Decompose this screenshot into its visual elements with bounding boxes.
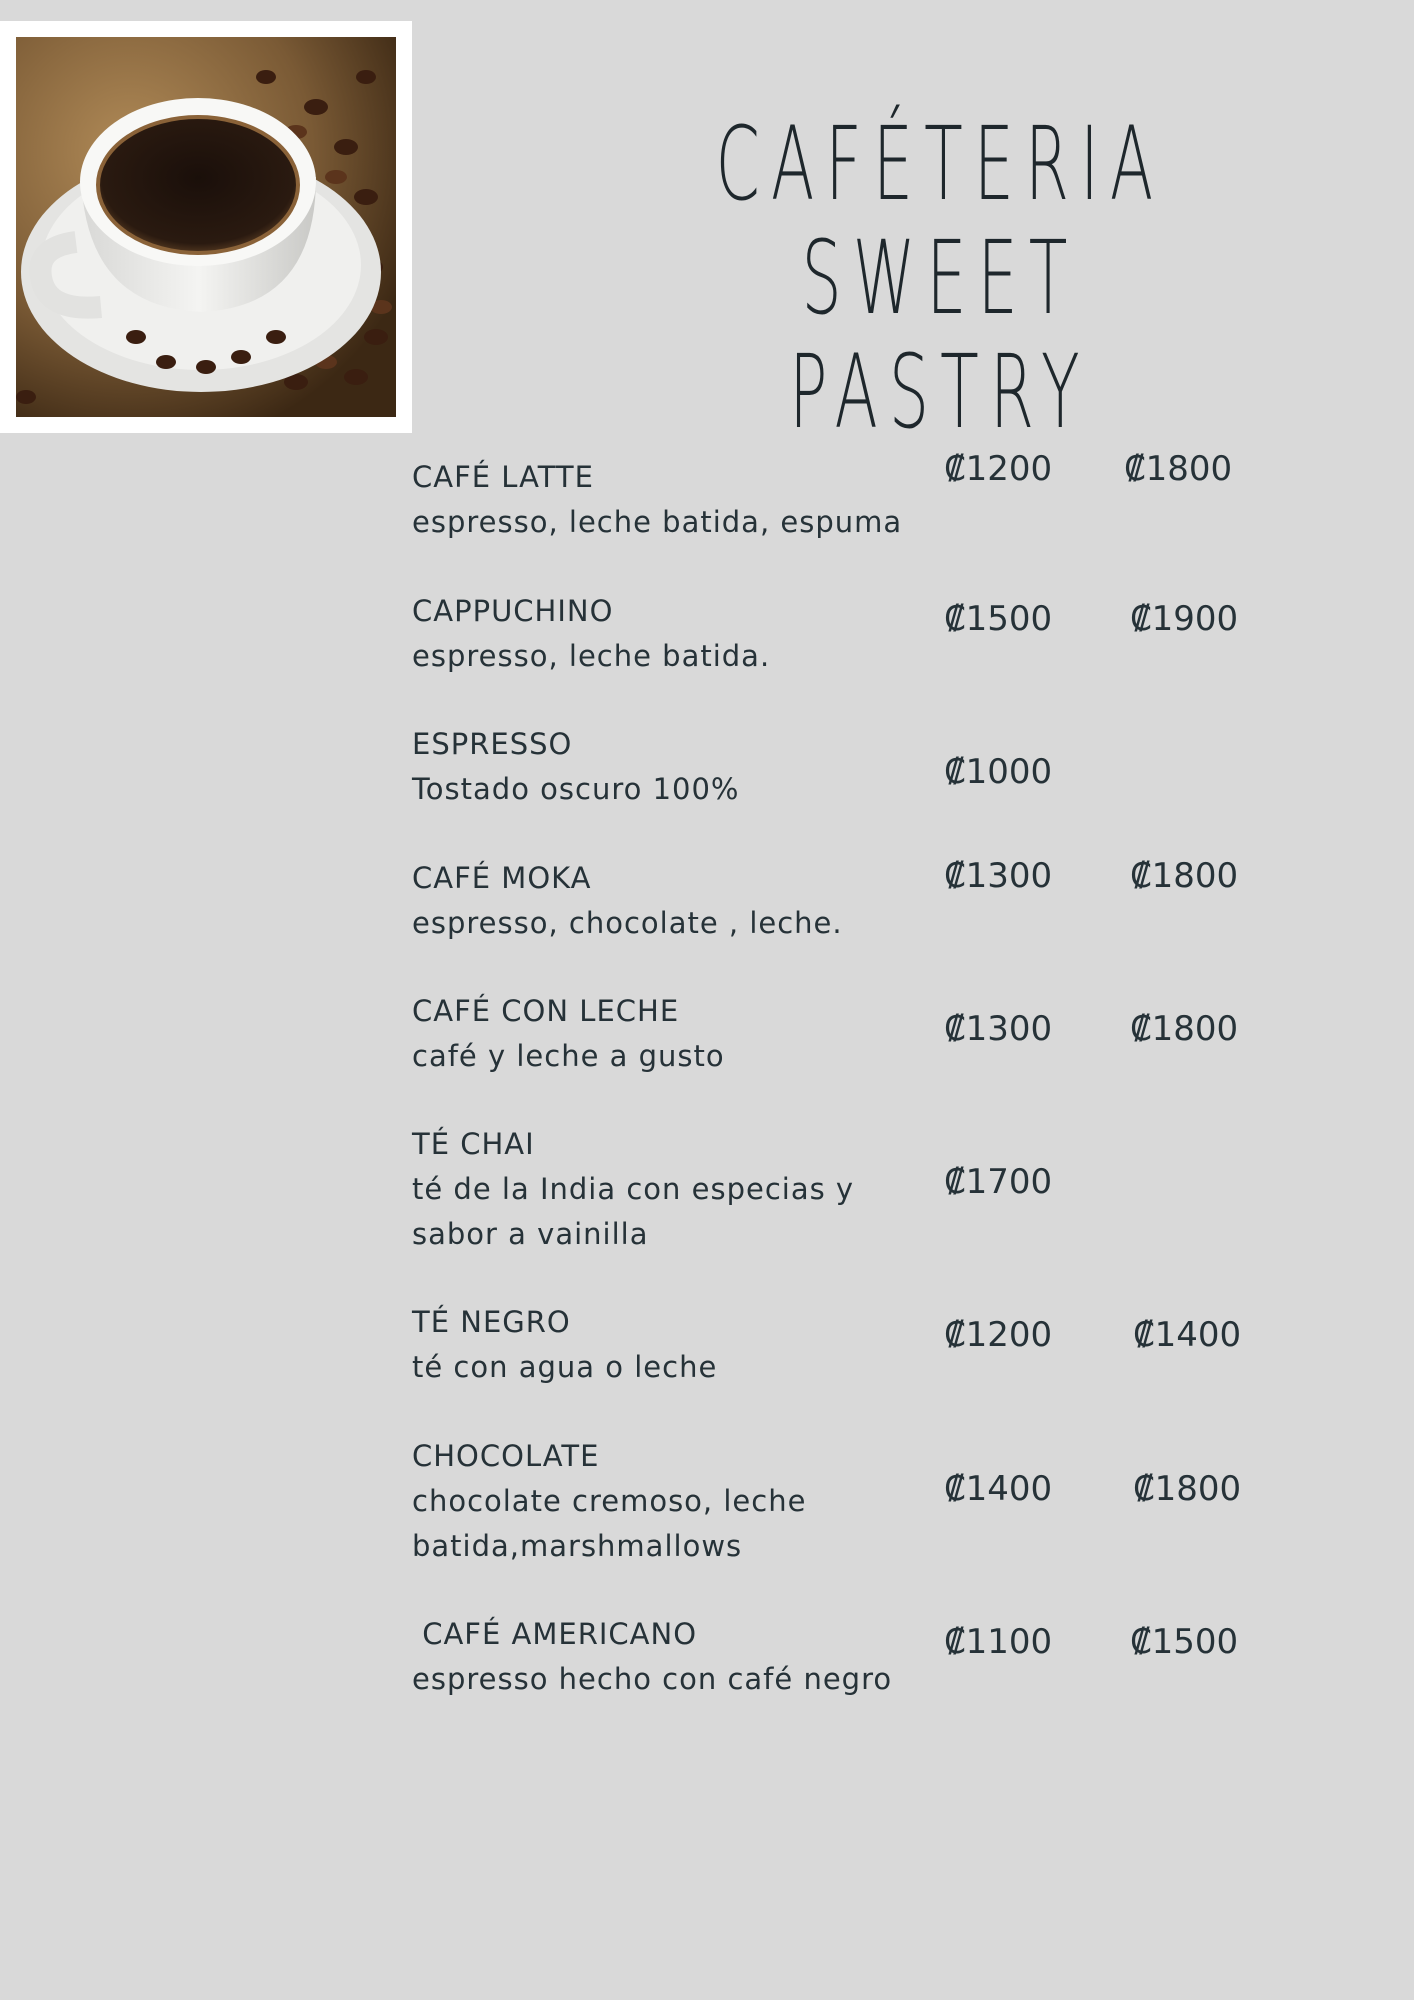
price-large: ₡1400 [1133, 1315, 1242, 1355]
price-small: ₡1500 [944, 599, 1053, 639]
menu-item-text [412, 455, 937, 545]
price-small: ₡1200 [944, 1315, 1053, 1355]
menu-item-name: CAFÉ MOKA [412, 861, 592, 895]
title-line-1: CAFÉTERIA SWEET [715, 105, 1165, 338]
menu-item-description: espresso hecho con café negro [412, 1662, 893, 1696]
price-small: ₡1300 [944, 1009, 1053, 1049]
price-small: ₡1300 [944, 856, 1053, 896]
menu-item-description: chocolate cremoso, leche batida,marshmallows [412, 1484, 807, 1563]
menu-item-name: CAFÉ LATTE [412, 460, 594, 494]
menu-item-name: TÉ NEGRO [412, 1305, 571, 1339]
menu-item-name: CAFÉ CON LECHE [412, 994, 680, 1028]
price-large: ₡1800 [1133, 1469, 1242, 1509]
menu-item-description: espresso, chocolate , leche. [412, 906, 843, 940]
price-small: ₡1200 [944, 449, 1053, 489]
price-small: ₡1400 [944, 1469, 1053, 1509]
price-large: ₡1900 [1130, 599, 1239, 639]
price-small: ₡1000 [944, 752, 1053, 792]
menu-item-text [412, 856, 937, 946]
menu-item-name: CHOCOLATE [412, 1439, 600, 1473]
menu-item-description: té con agua o leche [412, 1350, 718, 1384]
price-small: ₡1700 [944, 1162, 1053, 1202]
menu-item-description: espresso, leche batida, espuma [412, 505, 903, 539]
menu-item-text [412, 1122, 937, 1257]
title-line-2: PASTRY [789, 333, 1091, 452]
menu-item-text [412, 1300, 937, 1390]
price-large: ₡1800 [1130, 1009, 1239, 1049]
price-large: ₡1800 [1124, 449, 1233, 489]
menu-item-description: espresso, leche batida. [412, 639, 771, 673]
menu-item-name: TÉ CHAI [412, 1127, 535, 1161]
price-small: ₡1100 [944, 1622, 1053, 1662]
price-large: ₡1500 [1130, 1622, 1239, 1662]
menu-item-description: Tostado oscuro 100% [412, 772, 740, 806]
menu-item-description: café y leche a gusto [412, 1039, 725, 1073]
menu-item-name: ESPRESSO [412, 727, 573, 761]
menu-item-text [412, 1612, 937, 1702]
menu-item-text [412, 1434, 937, 1569]
menu-item-name: CAPPUCHINO [412, 594, 614, 628]
menu-item-name: CAFÉ AMERICANO [412, 1617, 698, 1651]
menu-item-text [412, 989, 937, 1079]
menu-item-text [412, 722, 937, 812]
menu-item-text [412, 589, 937, 679]
menu-item-description: té de la India con especias y sabor a vainilla [412, 1172, 855, 1251]
price-large: ₡1800 [1130, 856, 1239, 896]
